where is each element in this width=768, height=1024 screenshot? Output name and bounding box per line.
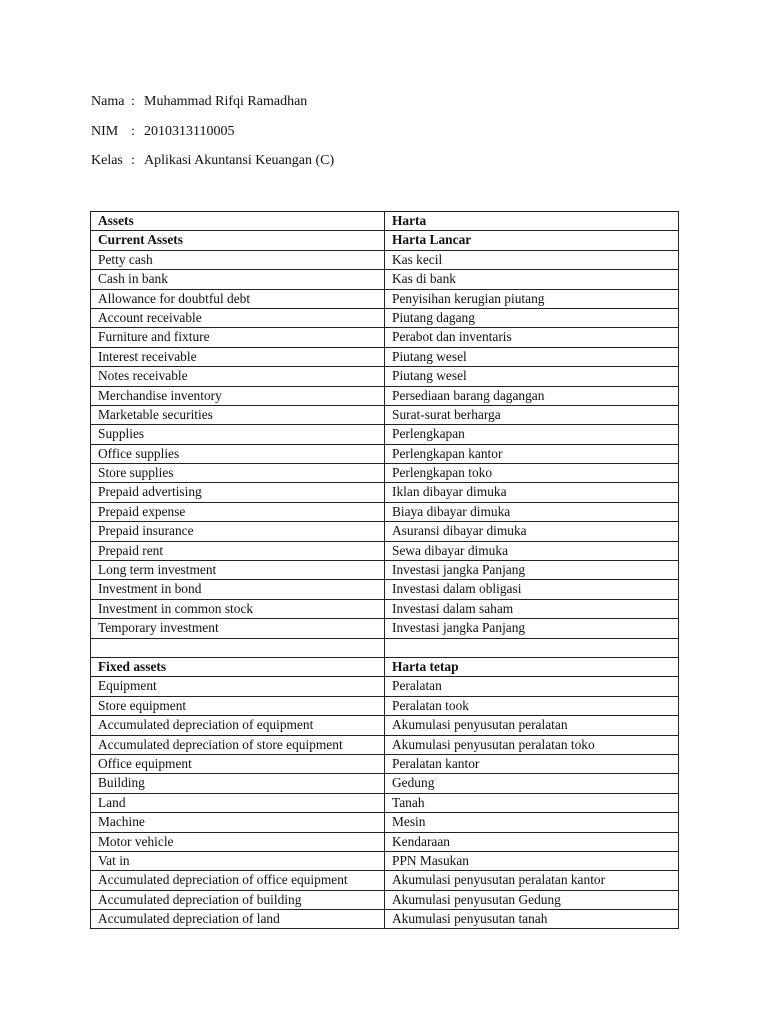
indonesian-term-cell: Akumulasi penyusutan tanah [385, 910, 679, 929]
english-term-cell: Accumulated depreciation of building [91, 890, 385, 909]
english-term-cell: Equipment [91, 677, 385, 696]
english-term-cell: Assets [91, 212, 385, 231]
table-row [91, 289, 679, 308]
student-info [91, 93, 334, 182]
indonesian-term-cell: Investasi jangka Panjang [385, 561, 679, 580]
info-separator: : [131, 94, 135, 109]
table-row [91, 328, 679, 347]
table-header-row [91, 231, 679, 250]
indonesian-term-cell: Persediaan barang dagangan [385, 386, 679, 405]
table-row [91, 851, 679, 870]
table-row [91, 735, 679, 754]
table-row [91, 464, 679, 483]
table-row [91, 580, 679, 599]
english-term-cell: Furniture and fixture [91, 328, 385, 347]
indonesian-term-cell: Asuransi dibayar dimuka [385, 522, 679, 541]
indonesian-term-cell: Kas di bank [385, 270, 679, 289]
indonesian-term-cell: Investasi dalam saham [385, 599, 679, 618]
info-row-nama [91, 93, 334, 123]
info-separator: : [131, 123, 135, 139]
english-term-cell: Accumulated depreciation of store equipment [91, 735, 385, 754]
indonesian-term-cell: Mesin [385, 813, 679, 832]
english-term-cell: Notes receivable [91, 367, 385, 386]
english-term-cell: Account receivable [91, 308, 385, 327]
table-spacer-row [91, 638, 679, 657]
english-term-cell: Accumulated depreciation of equipment [91, 716, 385, 735]
table-row [91, 832, 679, 851]
english-term-cell: Land [91, 793, 385, 812]
info-label: Nama [91, 94, 125, 109]
english-term-cell: Supplies [91, 425, 385, 444]
indonesian-term-cell: Penyisihan kerugian piutang [385, 289, 679, 308]
table-row [91, 871, 679, 890]
indonesian-term-cell: Tanah [385, 793, 679, 812]
table-header-row [91, 212, 679, 231]
table-row [91, 619, 679, 638]
english-term-cell: Prepaid expense [91, 502, 385, 521]
english-term-cell: Investment in bond [91, 580, 385, 599]
info-row-kelas [91, 152, 334, 182]
english-term-cell: Interest receivable [91, 347, 385, 366]
indonesian-term-cell: Gedung [385, 774, 679, 793]
english-term-cell: Current Assets [91, 231, 385, 250]
english-term-cell: Long term investment [91, 561, 385, 580]
table-row [91, 561, 679, 580]
english-term-cell: Prepaid advertising [91, 483, 385, 502]
english-term-cell: Prepaid insurance [91, 522, 385, 541]
accounts-table-body [91, 212, 679, 929]
info-value-class: Aplikasi Akuntansi Keuangan (C) [144, 153, 335, 168]
english-term-cell: Motor vehicle [91, 832, 385, 851]
indonesian-term-cell: Harta [385, 212, 679, 231]
indonesian-term-cell: Akumulasi penyusutan Gedung [385, 890, 679, 909]
english-term-cell: Merchandise inventory [91, 386, 385, 405]
accounts-table [90, 211, 679, 929]
indonesian-term-cell: Biaya dibayar dimuka [385, 502, 679, 521]
table-row [91, 716, 679, 735]
indonesian-term-cell: Peralatan [385, 677, 679, 696]
table-row [91, 677, 679, 696]
table-row [91, 910, 679, 929]
indonesian-term-cell: Peralatan kantor [385, 754, 679, 773]
table-row [91, 754, 679, 773]
indonesian-term-cell: PPN Masukan [385, 851, 679, 870]
english-term-cell [91, 638, 385, 657]
table-row [91, 696, 679, 715]
table-row [91, 386, 679, 405]
table-row [91, 774, 679, 793]
indonesian-term-cell: Perlengkapan kantor [385, 444, 679, 463]
indonesian-term-cell: Kas kecil [385, 250, 679, 269]
indonesian-term-cell: Iklan dibayar dimuka [385, 483, 679, 502]
info-label: NIM [91, 123, 119, 139]
indonesian-term-cell: Perlengkapan toko [385, 464, 679, 483]
english-term-cell: Petty cash [91, 250, 385, 269]
table-row [91, 308, 679, 327]
english-term-cell: Cash in bank [91, 270, 385, 289]
indonesian-term-cell: Akumulasi penyusutan peralatan [385, 716, 679, 735]
english-term-cell: Accumulated depreciation of land [91, 910, 385, 929]
english-term-cell: Accumulated depreciation of office equipment [91, 871, 385, 890]
english-term-cell: Store supplies [91, 464, 385, 483]
info-row-nim [91, 123, 334, 153]
english-term-cell: Office supplies [91, 444, 385, 463]
english-term-cell: Investment in common stock [91, 599, 385, 618]
indonesian-term-cell: Investasi dalam obligasi [385, 580, 679, 599]
table-row [91, 444, 679, 463]
indonesian-term-cell: Piutang wesel [385, 347, 679, 366]
table-row [91, 599, 679, 618]
table-row [91, 405, 679, 424]
indonesian-term-cell: Investasi jangka Panjang [385, 619, 679, 638]
indonesian-term-cell: Akumulasi penyusutan peralatan toko [385, 735, 679, 754]
table-row [91, 367, 679, 386]
english-term-cell: Machine [91, 813, 385, 832]
table-row [91, 522, 679, 541]
english-term-cell: Temporary investment [91, 619, 385, 638]
indonesian-term-cell: Piutang dagang [385, 308, 679, 327]
english-term-cell: Fixed assets [91, 657, 385, 676]
table-row [91, 813, 679, 832]
indonesian-term-cell: Surat-surat berharga [385, 405, 679, 424]
table-row [91, 502, 679, 521]
table-header-row [91, 657, 679, 676]
english-term-cell: Store equipment [91, 696, 385, 715]
indonesian-term-cell: Harta Lancar [385, 231, 679, 250]
indonesian-term-cell: Kendaraan [385, 832, 679, 851]
english-term-cell: Building [91, 774, 385, 793]
table-row [91, 541, 679, 560]
table-row [91, 793, 679, 812]
english-term-cell: Prepaid rent [91, 541, 385, 560]
english-term-cell: Allowance for doubtful debt [91, 289, 385, 308]
table-row [91, 483, 679, 502]
table-row [91, 270, 679, 289]
indonesian-term-cell: Sewa dibayar dimuka [385, 541, 679, 560]
indonesian-term-cell: Akumulasi penyusutan peralatan kantor [385, 871, 679, 890]
info-value-name: Muhammad Rifqi Ramadhan [144, 94, 308, 109]
info-value-nim: 2010313110005 [144, 123, 235, 139]
english-term-cell: Vat in [91, 851, 385, 870]
indonesian-term-cell: Harta tetap [385, 657, 679, 676]
indonesian-term-cell: Peralatan took [385, 696, 679, 715]
english-term-cell: Office equipment [91, 754, 385, 773]
info-separator: : [131, 153, 135, 168]
indonesian-term-cell: Perlengkapan [385, 425, 679, 444]
table-row [91, 347, 679, 366]
table-row [91, 890, 679, 909]
table-row [91, 250, 679, 269]
english-term-cell: Marketable securities [91, 405, 385, 424]
info-label: Kelas [91, 153, 123, 168]
indonesian-term-cell [385, 638, 679, 657]
indonesian-term-cell: Perabot dan inventaris [385, 328, 679, 347]
indonesian-term-cell: Piutang wesel [385, 367, 679, 386]
table-row [91, 425, 679, 444]
